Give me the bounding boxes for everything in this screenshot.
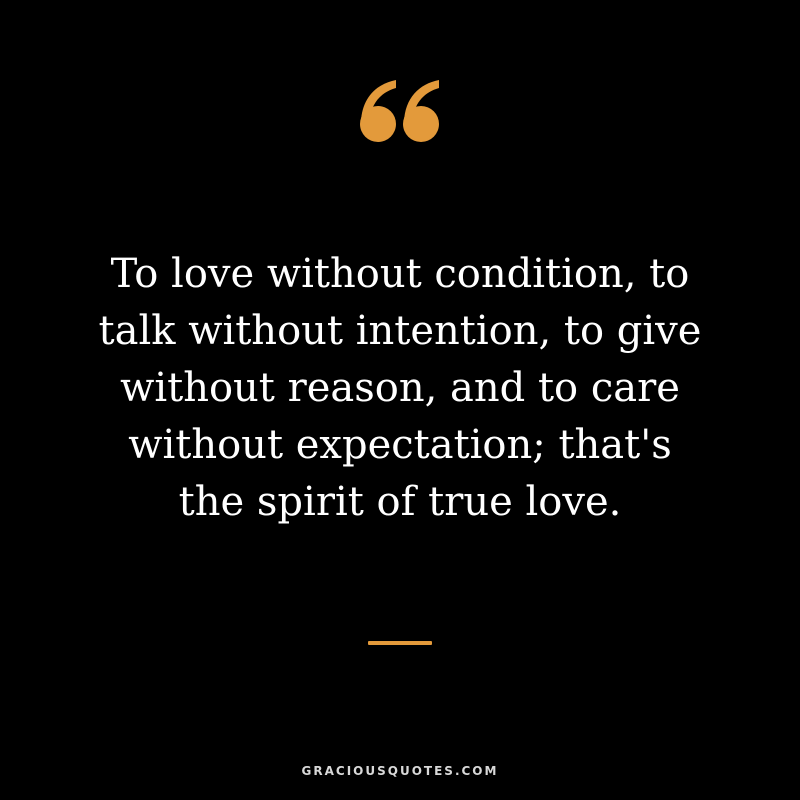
opening-quote-mark-icon — [358, 78, 442, 144]
accent-divider — [368, 641, 432, 645]
quote-line: without reason, and to care — [120, 365, 680, 411]
quote-mark-right-glyph — [403, 80, 439, 142]
quote-line: without expectation; that's — [128, 422, 672, 468]
site-name: GRACIOUSQUOTES.COM — [301, 764, 499, 778]
quote-line: talk without intention, to give — [98, 308, 702, 354]
quote-line: To love without condition, to — [110, 251, 690, 297]
quote-line: the spirit of true love. — [178, 479, 622, 525]
quote-mark-left-glyph — [360, 80, 396, 142]
quote-mark-svg — [358, 78, 442, 144]
quote-text — [60, 246, 740, 531]
